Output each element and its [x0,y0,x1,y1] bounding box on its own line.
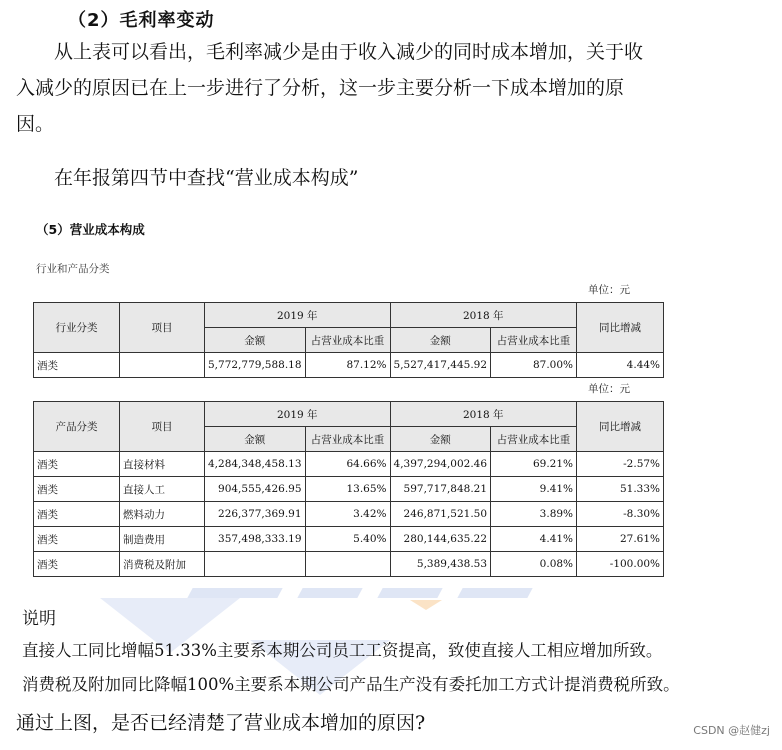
cell-share-2018: 9.41% [491,477,577,502]
cell-yoy: 4.44% [577,353,664,378]
header-year-2019: 2019 年 [205,402,391,427]
cell-yoy: -100.00% [577,552,664,577]
unit-label: 单位：元 [588,383,630,395]
table-row [34,502,664,527]
intro-paragraph: 从上表可以看出，毛利率减少是由于收入减少的同时成本增加，关于收入减少的原因已在上一步进行了分析，这一步主要分析一下成本增加的原因。 [16,41,644,135]
cell-yoy: -2.57% [577,452,664,477]
cell-amount-2019: 904,555,426.95 [205,477,306,502]
header-amount: 金额 [205,328,306,353]
header-year-2019: 2019 年 [205,303,391,328]
cell-amount-2018: 5,527,417,445.92 [390,353,491,378]
cell-share-2018: 4.41% [491,527,577,552]
cost-section-subtitle: 行业和产品分类 [36,263,110,275]
csdn-attribution: CSDN @赵健zj [693,724,770,737]
header-amount: 金额 [205,427,306,452]
cell-amount-2019: 4,284,348,458.13 [205,452,306,477]
product-cost-table [33,401,664,577]
header-item: 项目 [120,402,205,452]
cell-amount-2018: 246,871,521.50 [390,502,491,527]
header-year-2018: 2018 年 [390,303,577,328]
table-row [34,477,664,502]
cell-amount-2018: 280,144,635.22 [390,527,491,552]
cell-amount-2018: 5,389,438.53 [390,552,491,577]
note-consumption-tax: 消费税及附加同比降幅100%主要系本期公司产品生产没有委托加工方式计提消费税所致。 [22,675,680,694]
cost-section-title: （5）营业成本构成 [36,222,145,237]
table-row [34,353,664,378]
cell-category: 酒类 [34,527,120,552]
cell-share-2018: 3.89% [491,502,577,527]
cell-yoy: 27.61% [577,527,664,552]
cell-share-2019: 13.65% [305,477,390,502]
cell-yoy: 51.33% [577,477,664,502]
table-row [34,552,664,577]
cell-share-2018: 0.08% [491,552,577,577]
header-year-2018: 2018 年 [390,402,577,427]
cell-category: 酒类 [34,452,120,477]
cell-category: 酒类 [34,353,120,378]
table-row [34,452,664,477]
cell-share-2018: 87.00% [491,353,577,378]
header-yoy: 同比增减 [577,402,664,452]
header-category: 产品分类 [34,402,120,452]
table-row [34,527,664,552]
cell-amount-2019: 226,377,369.91 [205,502,306,527]
cell-item: 直接材料 [120,452,205,477]
cell-amount-2018: 4,397,294,002.46 [390,452,491,477]
cell-share-2019: 87.12% [305,353,390,378]
header-share: 占营业成本比重 [305,427,390,452]
cell-share-2018: 69.21% [491,452,577,477]
cell-item: 直接人工 [120,477,205,502]
cell-category: 酒类 [34,502,120,527]
header-share: 占营业成本比重 [305,328,390,353]
notes-label: 说明 [22,609,56,629]
header-item: 项目 [120,303,205,353]
cell-share-2019: 3.42% [305,502,390,527]
header-share: 占营业成本比重 [491,328,577,353]
cell-amount-2018: 597,717,848.21 [390,477,491,502]
cell-amount-2019: 5,772,779,588.18 [205,353,306,378]
cell-amount-2019: 357,498,333.19 [205,527,306,552]
closing-question: 通过上图，是否已经清楚了营业成本增加的原因? [16,712,426,734]
cell-share-2019 [305,552,390,577]
unit-label: 单位：元 [588,284,630,296]
cell-share-2019: 64.66% [305,452,390,477]
cell-category: 酒类 [34,552,120,577]
cell-share-2019: 5.40% [305,527,390,552]
cell-amount-2019 [205,552,306,577]
header-amount: 金额 [390,427,491,452]
industry-cost-table [33,302,664,378]
cell-category: 酒类 [34,477,120,502]
cell-item [120,353,205,378]
header-share: 占营业成本比重 [491,427,577,452]
lookup-paragraph: 在年报第四节中查找“营业成本构成” [54,167,359,189]
section-heading: （2）毛利率变动 [68,10,215,31]
header-category: 行业分类 [34,303,120,353]
cell-yoy: -8.30% [577,502,664,527]
cell-item: 消费税及附加 [120,552,205,577]
cell-item: 燃料动力 [120,502,205,527]
header-yoy: 同比增减 [577,303,664,353]
header-amount: 金额 [390,328,491,353]
note-direct-labor: 直接人工同比增幅51.33%主要系本期公司员工工资提高，致使直接人工相应增加所致。 [22,641,663,660]
cell-item: 制造费用 [120,527,205,552]
